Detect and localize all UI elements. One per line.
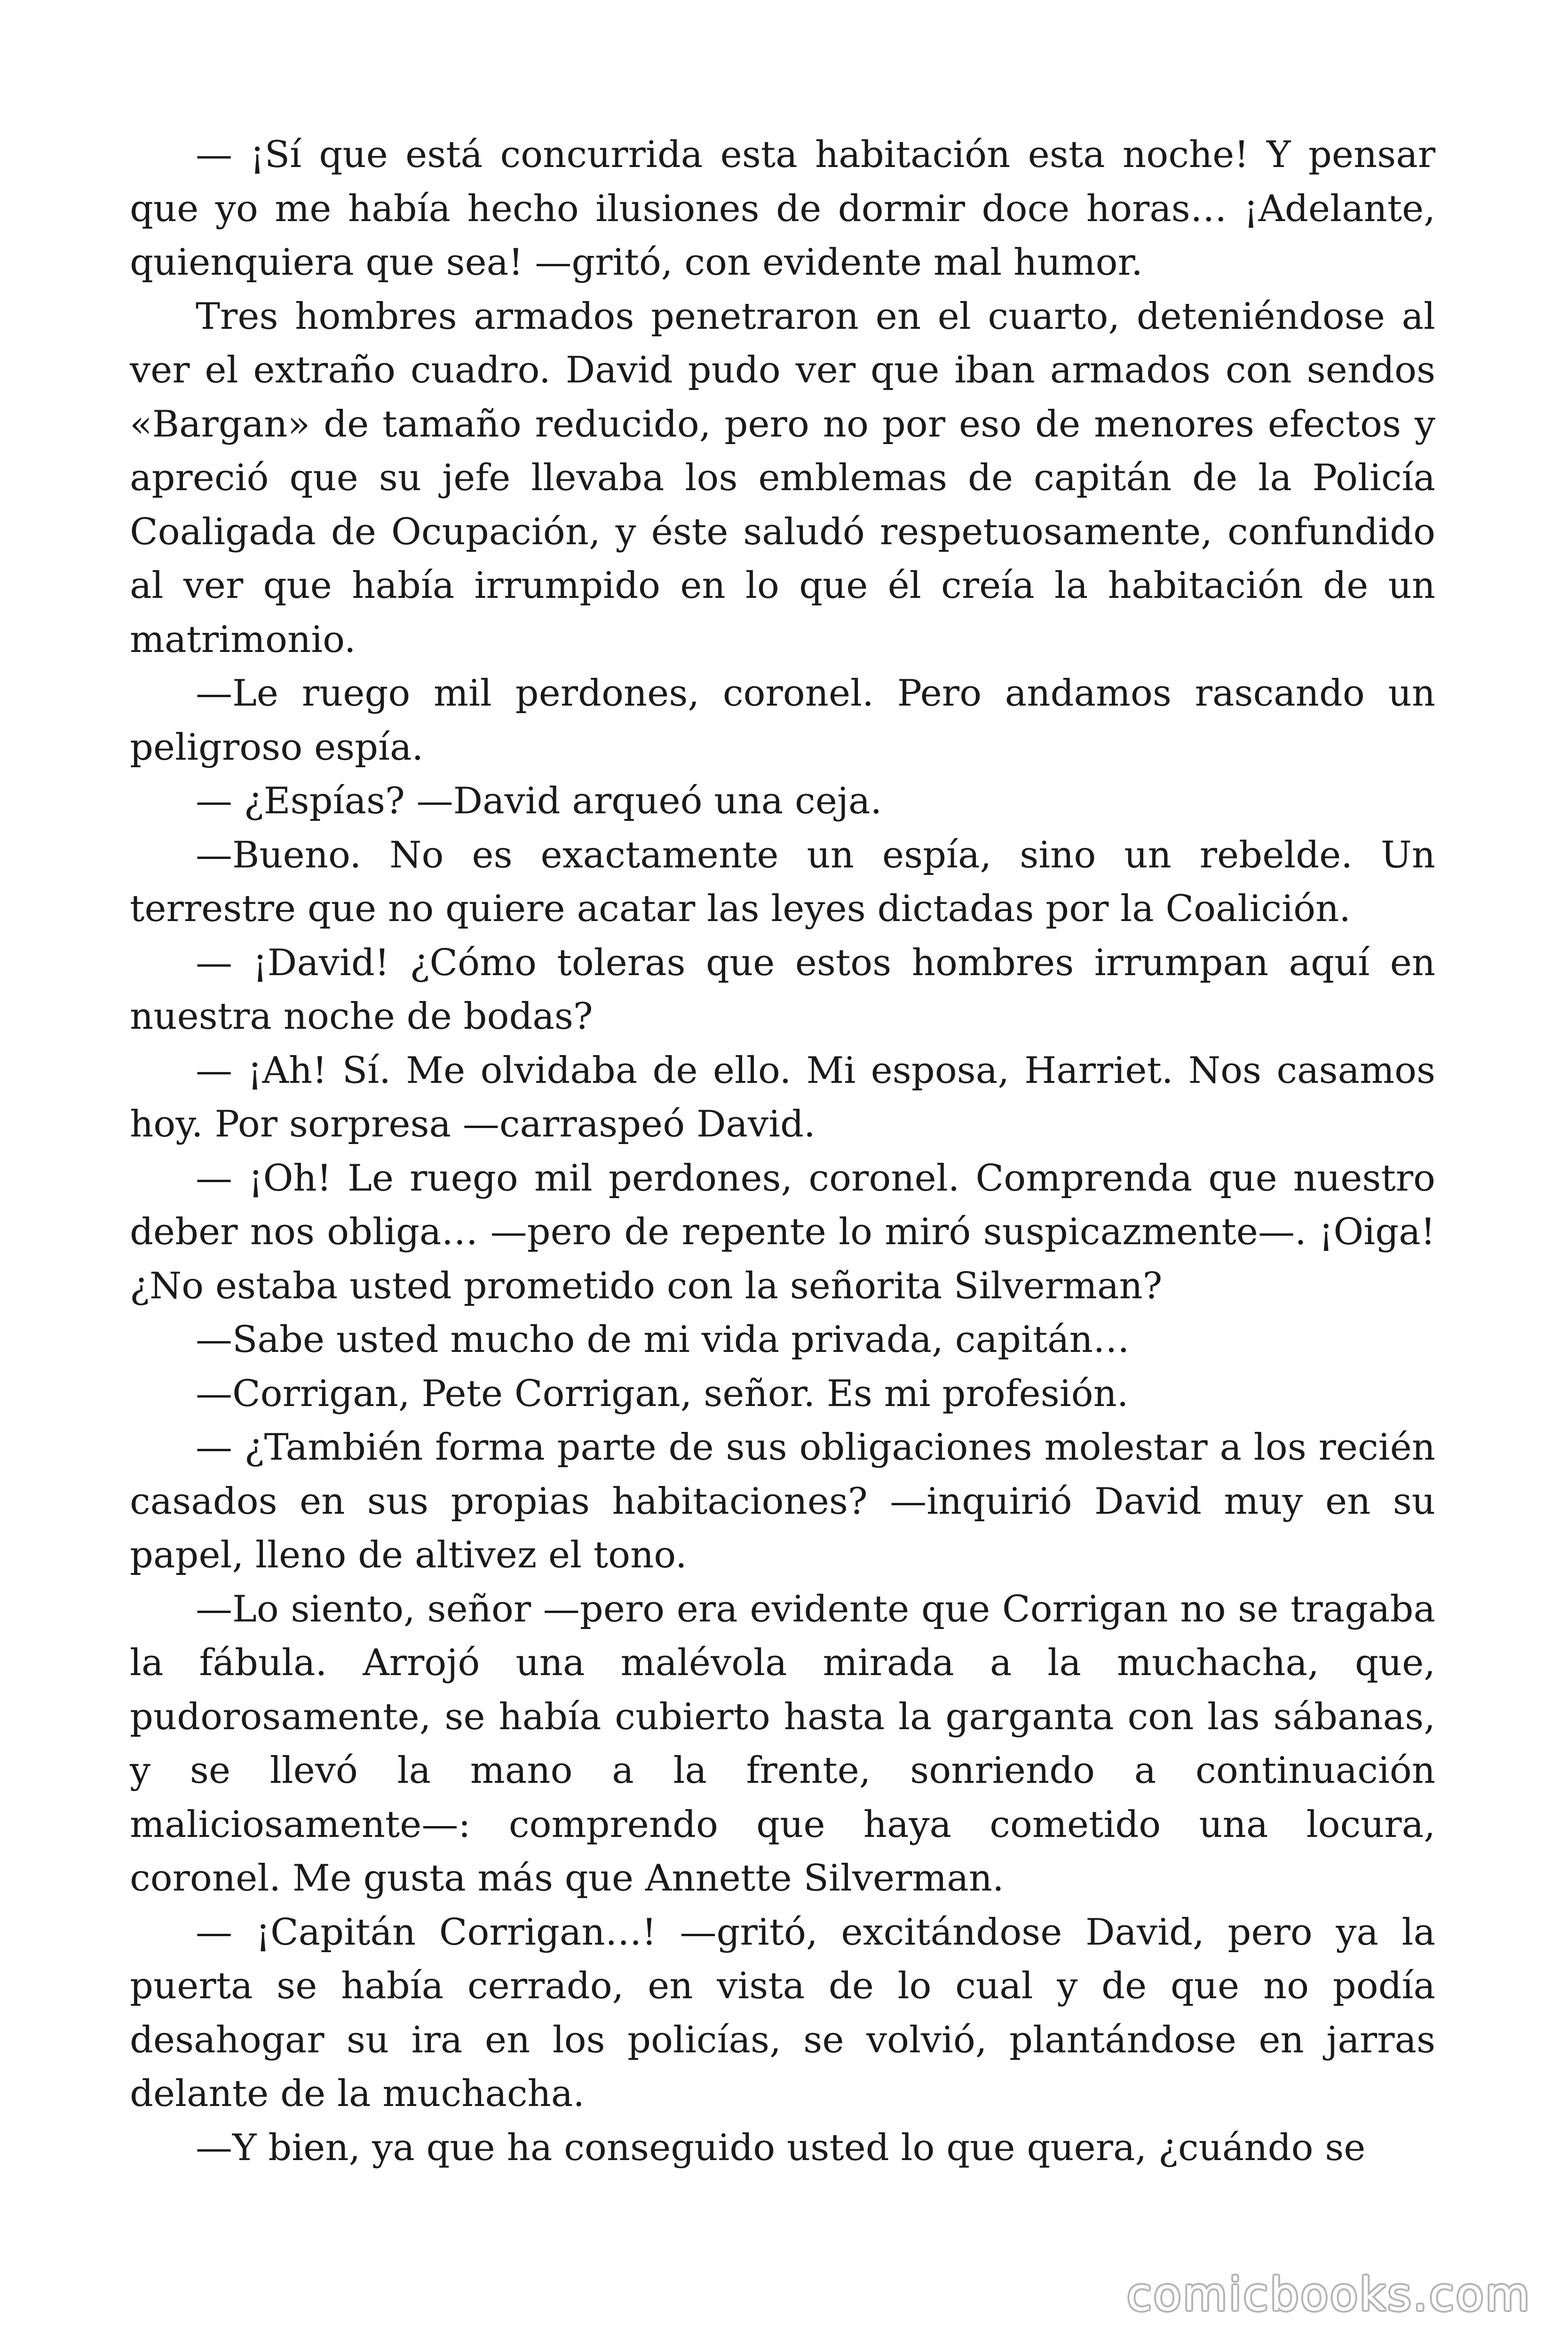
paragraph-3: —Le ruego mil perdones, coronel. Pero andamos rascando un peligroso espía. [130,672,1435,769]
paragraph-1: — ¡Sí que está concurrida esta habitación esta noche! Y pensar que yo me había hecho ilusiones de dormir doce horas… ¡Adelante, quienquiera que sea! —gritó, con evidente mal humor. [130,134,1435,284]
paragraph-8: — ¡Oh! Le ruego mil perdones, coronel. Comprenda que nuestro deber nos obliga… —pero de repente lo miró suspicazmente—. ¡Oiga! ¿No estaba usted prometido con la señorita Silverman? [130,1157,1435,1307]
paragraph-5: —Bueno. No es exactamente un espía, sino un rebelde. Un terrestre que no quiere acatar las leyes dictadas por la Coalición. [130,834,1435,930]
paragraph-13: — ¡Capitán Corrigan…! —gritó, excitándose David, pero ya la puerta se había cerrado, en vista de lo cual y de que no podía desahogar su ira en los policías, se volvió, plantándose en jarras delante de la muchacha. [130,1911,1435,2115]
paragraph-11: — ¿También forma parte de sus obligaciones molestar a los recién casados en sus propias habitaciones? —inquirió David muy en su papel, lleno de altivez el tono. [130,1426,1435,1576]
paragraph-7: — ¡Ah! Sí. Me olvidaba de ello. Mi esposa, Harriet. Nos casamos hoy. Por sorpresa —carraspeó David. [130,1049,1435,1145]
paragraph-9: —Sabe usted mucho de mi vida privada, capitán… [196,1319,1130,1361]
paragraph-4: — ¿Espías? —David arqueó una ceja. [196,780,882,822]
paragraph-2: Tres hombres armados penetraron en el cuarto, deteniéndose al ver el extraño cuadro. David pudo ver que iban armados con sendos «Bargan» de tamaño reducido, pero no por eso de menores efectos y apreció que su jefe llevaba los emblemas de capitán de la Policía Coaligada de Ocupación, y éste saludó respetuosamente, confundido al ver que había irrumpido en lo que él creía la habitación de un matrimonio. [130,295,1435,661]
body-text [130,128,1435,2175]
paragraph-12: —Lo siento, señor —pero era evidente que Corrigan no se tragaba la fábula. Arrojó una malévola mirada a la muchacha, que, pudorosamente, se había cubierto hasta la garganta con las sábanas, y se llevó la mano a la frente, sonriendo a continuación maliciosamente—: comprendo que haya cometido una locura, coronel. Me gusta más que Annette Silverman. [130,1588,1435,1899]
paragraph-6: — ¡David! ¿Cómo toleras que estos hombres irrumpan aquí en nuestra noche de bodas? [130,941,1435,1038]
paragraph-10: —Corrigan, Pete Corrigan, señor. Es mi profesión. [196,1372,1129,1415]
paragraph-14: —Y bien, ya que ha conseguido usted lo que quera, ¿cuándo se [196,2126,1366,2169]
watermark: comicbooks.com [1126,2268,1531,2321]
